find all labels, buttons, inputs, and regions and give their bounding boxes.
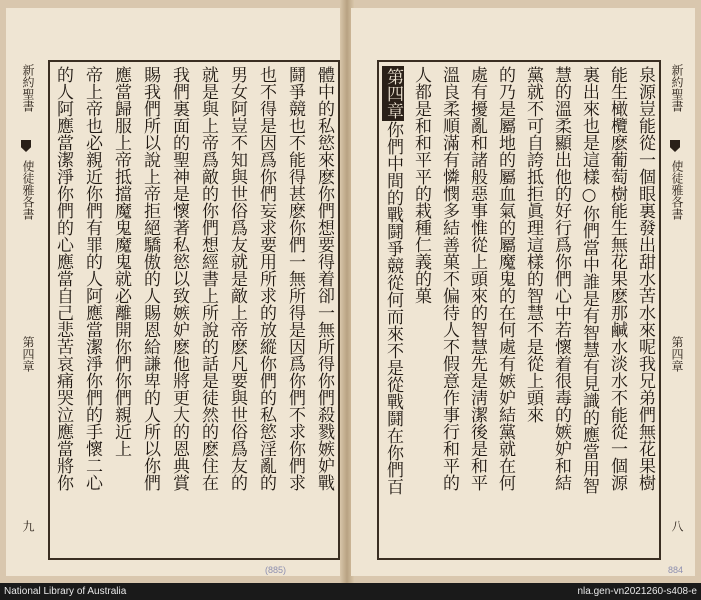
left-text-frame [48, 60, 340, 560]
left-column-10: 的人阿應當潔淨你們的心應當自己悲苦哀痛哭泣應當將你 [53, 66, 73, 491]
right-book-title: 新約聖書 [670, 64, 684, 112]
right-column-8: 溫良柔順滿有憐憫多結善菓不偏待人不假意作事行和平的 [439, 66, 459, 491]
left-column-4: 男女阿豈不知與世俗爲友就是敵上帝麽凡要與世俗爲友的 [227, 66, 247, 491]
left-column-1: 體中的私慾來麽你們想要得着卻一無所得你們殺戮嫉妒戰 [314, 66, 334, 491]
right-fish-tail-mark [670, 140, 680, 152]
right-pencil-mark: 884 [668, 565, 684, 575]
right-column-7: 處有擾亂和諸般惡事惟從上頭來的智慧先是淸潔後是和平 [467, 66, 487, 491]
left-section-title: 使徒雅各書 [21, 160, 35, 220]
left-page-number: 九 [21, 520, 35, 532]
left-column-9: 帝上帝也必親近你們有罪的人阿應當潔淨你們的手懷二心 [82, 66, 102, 491]
right-column-9: 人都是和和平平的栽種仁義的菓 [411, 66, 431, 304]
right-column-6: 的乃是屬地的屬血氣的屬魔鬼的在何處有嫉妒結黨就在何 [495, 66, 515, 491]
right-chapter: 第四章 [670, 336, 684, 372]
right-column-2: 能生橄欖麽葡萄樹能生無花果麽那鹹水淡水不能從一個源 [607, 66, 627, 491]
footer-attribution: National Library of Australia [4, 586, 127, 597]
right-section-title: 使徒雅各書 [670, 160, 684, 220]
chapter-label-box: 第四章 [383, 68, 403, 119]
right-page-number: 八 [670, 520, 684, 532]
right-column-10 [382, 66, 404, 495]
right-column-4: 慧的溫柔顯出他的好行爲你們心中若懷着很毒的嫉妒和結 [551, 66, 571, 491]
right-text-frame [377, 60, 661, 560]
right-column-10-text: 你們中間的戰鬪爭競從何而來不是從戰鬪在你們百 [383, 121, 403, 495]
left-column-2: 鬪爭競也不能得甚麽你們一無所得是因爲你們不求你們求 [285, 66, 305, 491]
left-column-5: 就是與上帝爲敵的你們想經書上所說的話是徒然的麽住在 [198, 66, 218, 491]
left-book-title: 新約聖書 [21, 64, 35, 112]
right-page [350, 8, 695, 576]
left-column-6: 我們裏面的聖神是懷著私慾以致嫉妒麽他將更大的恩典賞 [169, 66, 189, 491]
left-column-8: 應當歸服上帝抵擋魔鬼魔鬼就必離開你們你們親近上 [111, 66, 131, 457]
left-column-7: 賜我們所以說上帝拒絕驕傲的人賜恩給謙卑的人所以你們 [140, 66, 160, 491]
left-page [6, 8, 345, 576]
footer-identifier: nla.gen-vn2021260-s408-e [577, 586, 697, 597]
left-column-3: 也不得是因爲你們妄求要用所求的放縱你們的私慾淫亂的 [256, 66, 276, 491]
left-chapter: 第四章 [21, 336, 35, 372]
right-column-5: 黨就不可自誇抵拒眞理這樣的智慧不是從上頭來 [523, 66, 543, 423]
right-column-3: 裏出來也是這樣○你們當中誰是有智慧有見識的應當用智 [579, 66, 599, 494]
right-column-1: 泉源豈能從一個眼裏發出甜水苦水來呢我兄弟們無花果樹 [635, 66, 655, 491]
left-pencil-mark: (885) [265, 565, 287, 575]
left-fish-tail-mark [21, 140, 31, 152]
footer-bar [0, 583, 701, 600]
